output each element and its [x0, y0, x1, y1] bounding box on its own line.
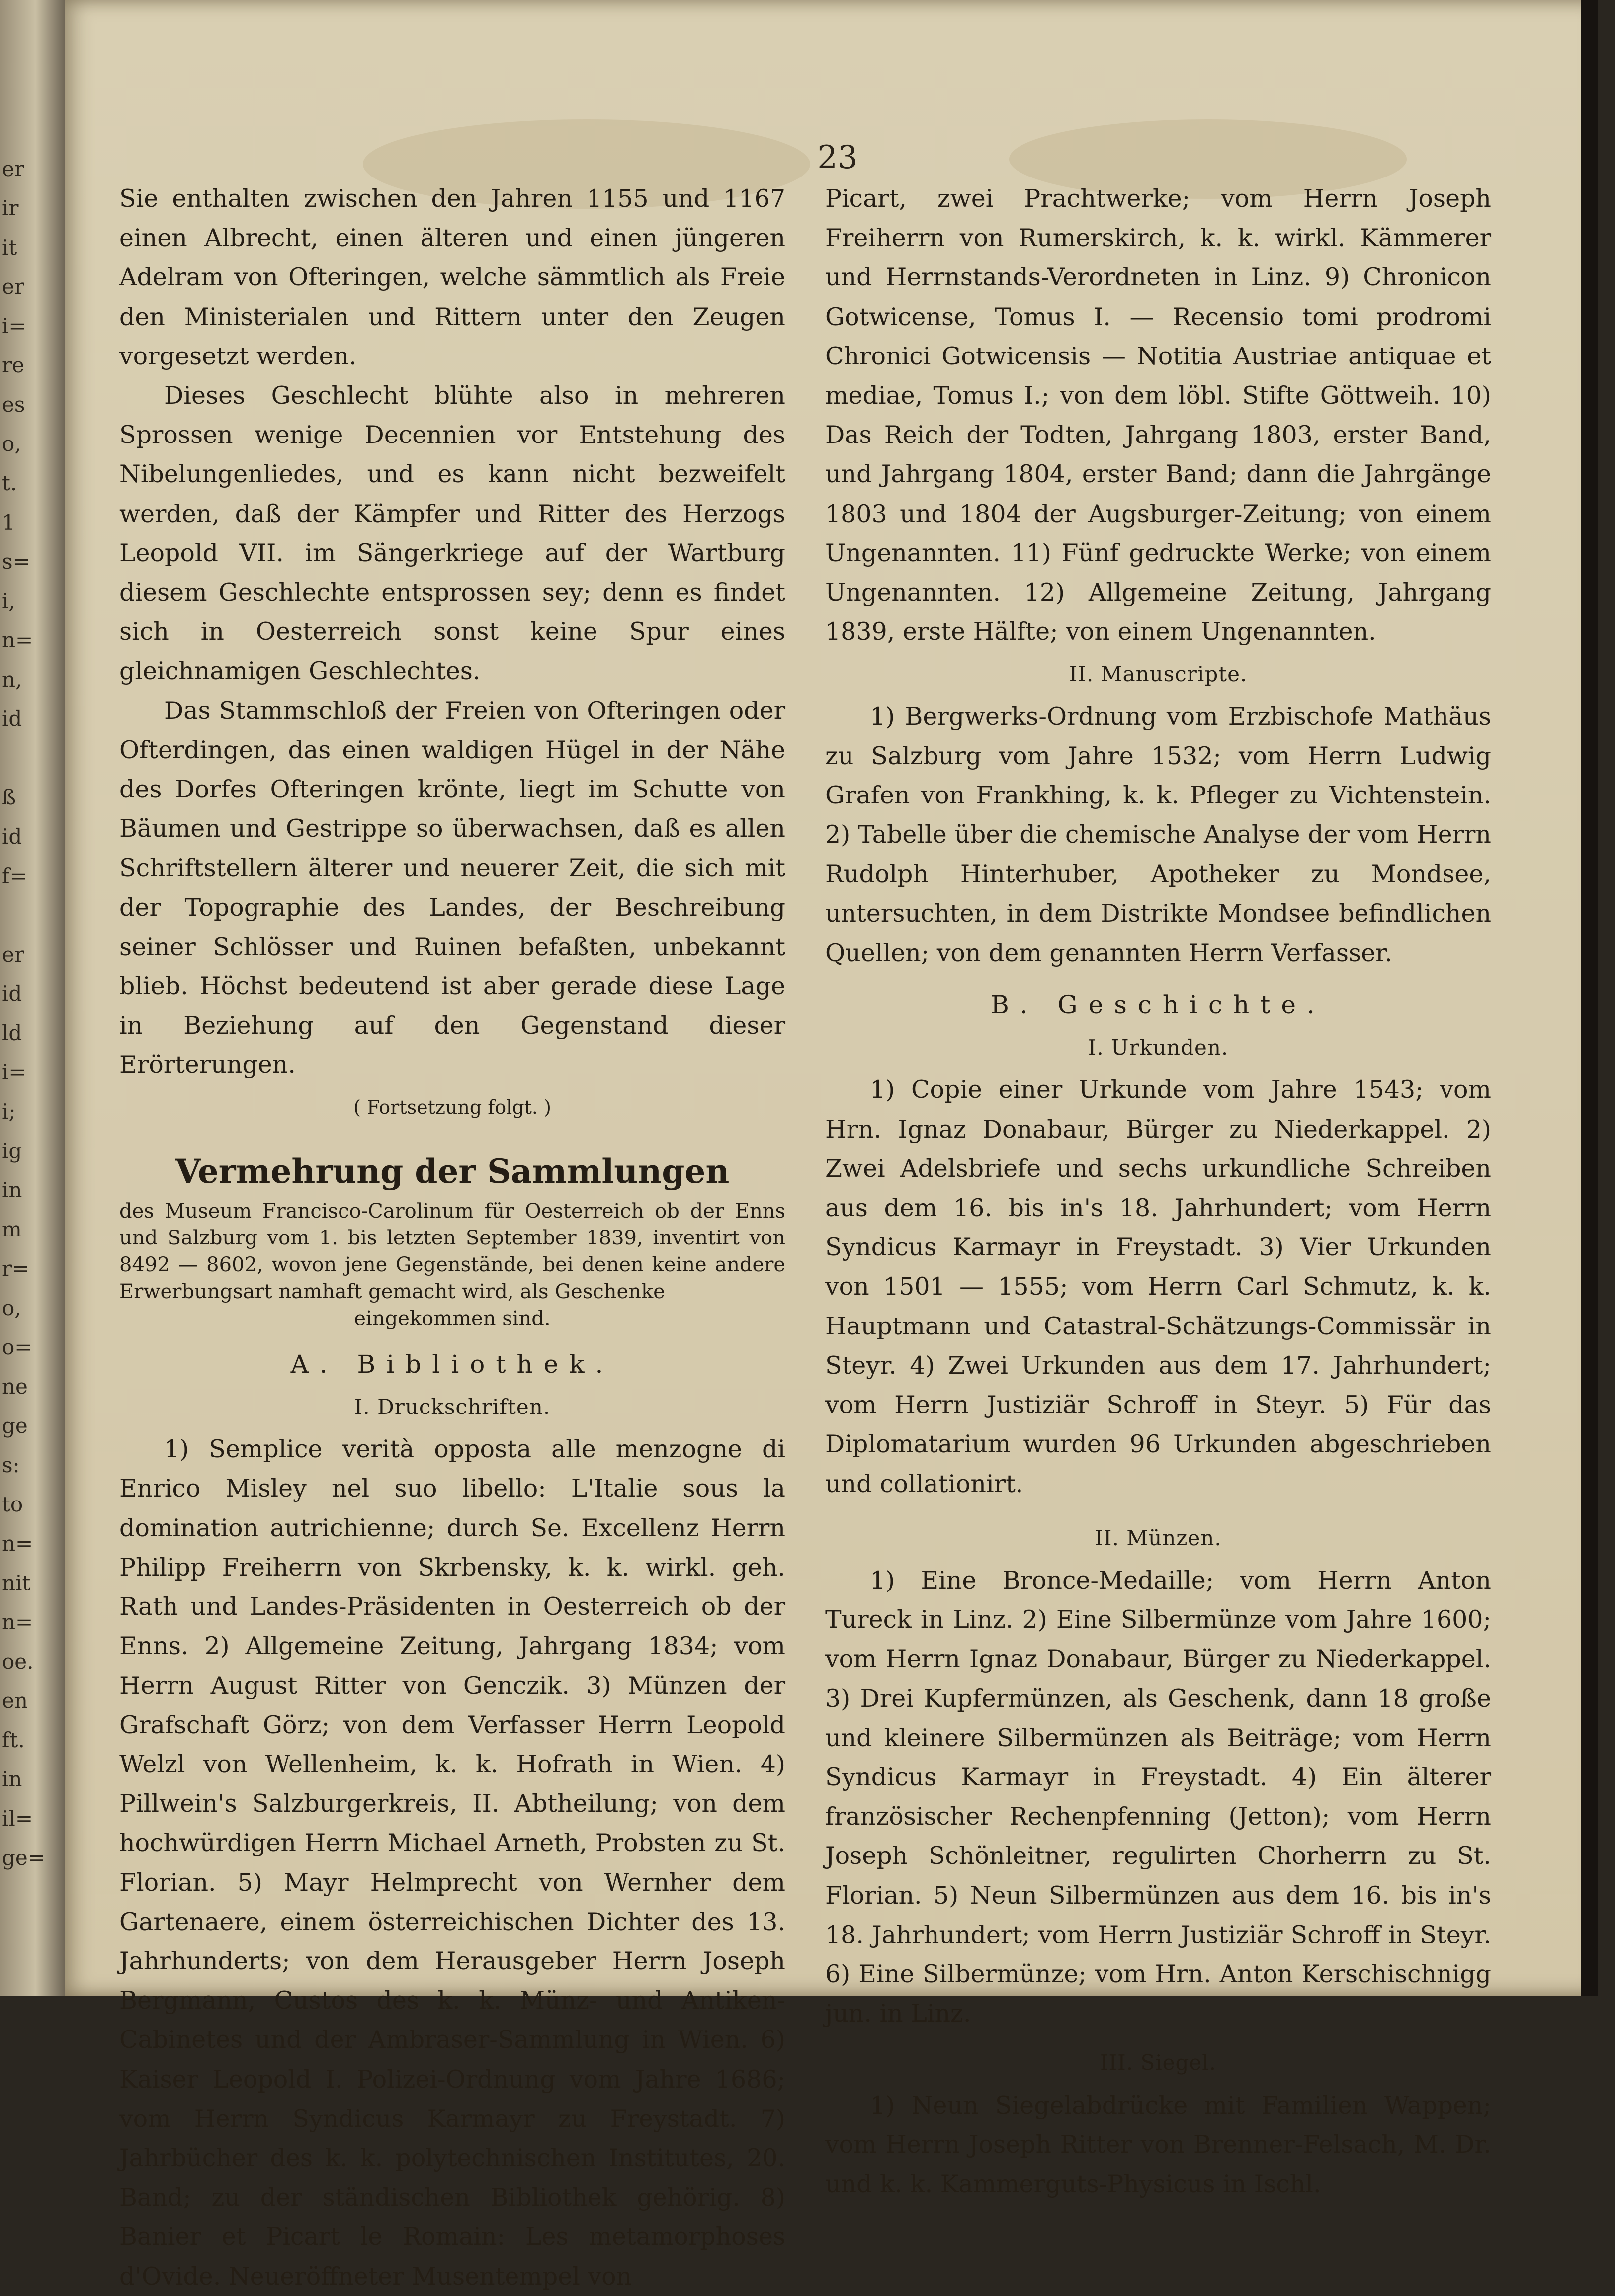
- document-page: [65, 0, 1598, 2291]
- gutter-fragment: ir: [2, 196, 19, 220]
- gutter-fragment: i;: [2, 1099, 16, 1124]
- gutter-fragment: i,: [2, 589, 15, 613]
- section-intro: [119, 1198, 785, 1332]
- gutter-fragment: id: [2, 706, 22, 731]
- urkunden-list: 1) Copie einer Urkunde vom Jahre 1543; vom Hrn. Ignaz Donabaur, Bürger zu Niederkappel. 2) Zwei Adelsbriefe und sechs urkundliche Schreiben aus dem 16. bis in's 18. Jahrhundert; vom Herrn Syndicus Karmayr in Freystadt. 3) Vier Urkunden von 1501 — 1555; vom Herrn Carl Schmutz, k. k. Hauptmann und Catastral-Schätzungs-Commissär in Steyr. 4) Zwei Urkunden aus dem 17. Jahrhundert; vom Herrn Justiziär Schroff in Steyr. 5) Für das Diplomatarium wurden 96 Urkunden abgeschrieben und collationirt.: [825, 1075, 1491, 1498]
- right-column: [825, 179, 1491, 2204]
- gutter-fragment: to: [2, 1492, 23, 1516]
- gutter-fragment: [2, 895, 57, 935]
- paragraph: Das Stammschloß der Freien von Ofteringen oder Ofterdingen, das einen waldigen Hügel in der Nähe des Dorfes Ofteringen krönte, liegt im Schutte von Bäumen und Gestrippe so überwachsen, daß es allen Schriftstellern älterer und neuerer Zeit, die sich mit der Topographie des Landes, der Beschreibung seiner Schlösser und Ruinen befaßten, unbekannt blieb. Höchst bedeutend ist aber gerade diese Lage in Beziehung auf den Gegenstand dieser Erörterungen.: [119, 696, 785, 1079]
- gutter-previous-page: [0, 0, 65, 1996]
- gutter-fragment: er: [2, 942, 24, 967]
- gutter-fragment: id: [2, 824, 22, 849]
- gutter-fragment: il=: [2, 1806, 33, 1831]
- heading-geschichte: B. Geschichte.: [991, 990, 1326, 1020]
- gutter-fragment: ge=: [2, 1846, 45, 1870]
- section-intro-text: des Museum Francisco-Carolinum für Oesterreich ob der Enns und Salzburg vom 1. bis letzten September 1839, inventirt von 8492 — 8602, wovon jene Gegenstände, bei denen keine andere Erwerbungsart namhaft gemacht wird, als Geschenke: [119, 1199, 785, 1303]
- gutter-text-fragments: [2, 149, 57, 1877]
- gutter-fragment: ld: [2, 1021, 22, 1045]
- section-intro-last-line: eingekommen sind.: [354, 1307, 551, 1330]
- gutter-fragment: in: [2, 1767, 22, 1791]
- gutter-fragment: oe.: [2, 1649, 34, 1674]
- heading-druckschriften: I. Druckschriften.: [354, 1395, 551, 1419]
- gutter-fragment: f=: [2, 864, 27, 888]
- heading-urkunden: I. Urkunden.: [1088, 1035, 1229, 1060]
- gutter-fragment: nit: [2, 1571, 31, 1595]
- gutter-fragment: r=: [2, 1256, 30, 1281]
- gutter-fragment: 1: [2, 510, 15, 534]
- gutter-fragment: n,: [2, 667, 22, 692]
- gutter-fragment: o,: [2, 432, 21, 456]
- gutter-fragment: o=: [2, 1335, 32, 1359]
- page-number: 23: [817, 139, 858, 176]
- muenzen-list: 1) Eine Bronce-Medaille; vom Herrn Anton Tureck in Linz. 2) Eine Silbermünze vom Jahre 1600; vom Herrn Ignaz Donabaur, Bürger zu Niederkappel. 3) Drei Kupfermünzen, als Geschenk, dann 18 große und kleinere Silbermünzen als Beiträge; vom Herrn Syndicus Karmayr in Freystadt. 4) Ein älterer französischer Rechenpfenning (Jetton); vom Herrn Joseph Schönleitner, regulirten Chorherrn zu St. Florian. 5) Neun Silbermünzen aus dem 16. bis in's 18. Jahrhundert; vom Herrn Justiziär Schroff in Steyr. 6) Eine Silbermünze; vom Hrn. Anton Kerschischnigg jun. in Linz.: [825, 1566, 1491, 2028]
- gutter-fragment: m: [2, 1217, 22, 1241]
- bibliothek-continued: Picart, zwei Prachtwerke; vom Herrn Joseph Freiherrn von Rumerskirch, k. k. wirkl. Kämmerer und Herrnstands-Verordneten in Linz. 9) Chronicon Gotwicense, Tomus I. — Recensio tomi prodromi Chronici Gotwicensis — Notitia Austriae antiquae et mediae, Tomus I.; von dem löbl. Stifte Göttweih. 10) Das Reich der Todten, Jahrgang 1803, erster Band, und Jahrgang 1804, erster Band; dann die Jahrgänge 1803 und 1804 der Augsburger-Zeitung; von einem Ungenannten. 11) Fünf gedruckte Werke; von einem Ungenannten. 12) Allgemeine Zeitung, Jahrgang 1839, erste Hälfte; von einem Ungenannten.: [825, 184, 1491, 646]
- gutter-fragment: n=: [2, 1610, 33, 1634]
- gutter-fragment: i=: [2, 1060, 26, 1084]
- gutter-fragment: s:: [2, 1453, 20, 1477]
- gutter-fragment: in: [2, 1178, 22, 1202]
- heading-muenzen: II. Münzen.: [1095, 1525, 1222, 1550]
- gutter-fragment: er: [2, 274, 24, 299]
- siegel-list: 1) Neun Siegelabdrücke mit Familien Wappen; vom Herrn Joseph Ritter von Brenner-Felsach, M. Dr. und k. k. Kammerguts-Physicus in Ischl.: [825, 2091, 1491, 2198]
- gutter-fragment: es: [2, 392, 25, 417]
- page-edge-shadow: [1581, 0, 1598, 1996]
- left-column: [119, 179, 785, 2296]
- gutter-fragment: n=: [2, 628, 33, 652]
- druckschriften-list: 1) Semplice verità opposta alle menzogne di Enrico Misley nel suo libello: L'Italie sous la domination autrichienne; durch Se. Excellenz Herrn Philipp Freiherrn von Skrbensky, k. k. wirkl. geh. Rath und Landes-Präsidenten in Oesterreich ob der Enns. 2) Allgemeine Zeitung, Jahrgang 1834; vom Herrn August Ritter von Genczik. 3) Münzen der Grafschaft Görz; von dem Verfasser Herrn Leopold Welzl von Wellenheim, k. k. Hofrath in Wien. 4) Pillwein's Salzburgerkreis, II. Abtheilung; von dem hochwürdigen Herrn Michael Arneth, Probsten zu St. Florian. 5) Mayr Helmprecht von Wernher dem Gartenaere, einem österreichischen Dichter des 13. Jahrhunderts; von dem Herausgeber Herrn Joseph Bergmann, Custos des k. k. Münz- und Antiken-Cabinetes und der Ambraser-Sammlung in Wien. 6) Kaiser Leopold I. Polizei-Ordnung vom Jahre 1686; vom Herrn Syndicus Karmayr zu Freystadt. 7) Jahrbücher des k. k. polytechnischen Institutes, 20. Band; zu der ständischen Bibliothek gehörig. 8) Banier et Picart le Romain: Les metamorphoses d'Ovide. Neueröffneter Musentempel von: [119, 1435, 785, 2291]
- gutter-fragment: ne: [2, 1374, 28, 1399]
- gutter-fragment: t.: [2, 471, 17, 495]
- manuscripte-list: 1) Bergwerks-Ordnung vom Erzbischofe Mathäus zu Salzburg vom Jahre 1532; vom Herrn Ludwig Grafen von Frankhing, k. k. Pfleger zu Vichtenstein. 2) Tabelle über die chemische Analyse der vom Herrn Rudolph Hinterhuber, Apotheker zu Mondsee, untersuchten, in dem Distrikte Mondsee befindlichen Quellen; von dem genannten Herrn Verfasser.: [825, 702, 1491, 967]
- gutter-fragment: ß: [2, 785, 16, 809]
- gutter-fragment: ge: [2, 1413, 28, 1438]
- heading-manuscripte: II. Manuscripte.: [1069, 662, 1248, 687]
- gutter-fragment: s=: [2, 549, 30, 574]
- gutter-fragment: i=: [2, 314, 26, 338]
- gutter-fragment: re: [2, 353, 24, 377]
- paragraph: Dieses Geschlecht blühte also in mehreren Sprossen wenige Decennien vor Entstehung des Nibelungenliedes, und es kann nicht bezweifelt werden, daß der Kämpfer und Ritter des Herzogs Leopold VII. im Sängerkriege auf der Wartburg diesem Geschlechte entsprossen sey; denn es findet sich in Oesterreich sonst keine Spur eines gleichnamigen Geschlechtes.: [119, 381, 785, 686]
- gutter-fragment: o,: [2, 1296, 21, 1320]
- paragraph: Sie enthalten zwischen den Jahren 1155 und 1167 einen Albrecht, einen älteren und einen jüngeren Adelram von Ofteringen, welche sämmtlich als Freie den Ministerialen und Rittern unter den Zeugen vorgesetzt werden.: [119, 184, 785, 370]
- gutter-fragment: er: [2, 157, 24, 181]
- gutter-fragment: en: [2, 1688, 28, 1713]
- continuation-note: ( Fortsetzung folgt. ): [353, 1096, 551, 1118]
- gutter-fragment: ig: [2, 1139, 22, 1163]
- heading-siegel: III. Siegel.: [1100, 2050, 1217, 2075]
- gutter-fragment: n=: [2, 1531, 33, 1556]
- gutter-fragment: [2, 738, 57, 778]
- section-title: Vermehrung der Sammlungen: [175, 1151, 730, 1191]
- gutter-fragment: ft.: [2, 1728, 25, 1752]
- gutter-fragment: it: [2, 235, 17, 260]
- gutter-fragment: id: [2, 981, 22, 1006]
- heading-bibliothek: A. Bibliothek.: [290, 1349, 614, 1379]
